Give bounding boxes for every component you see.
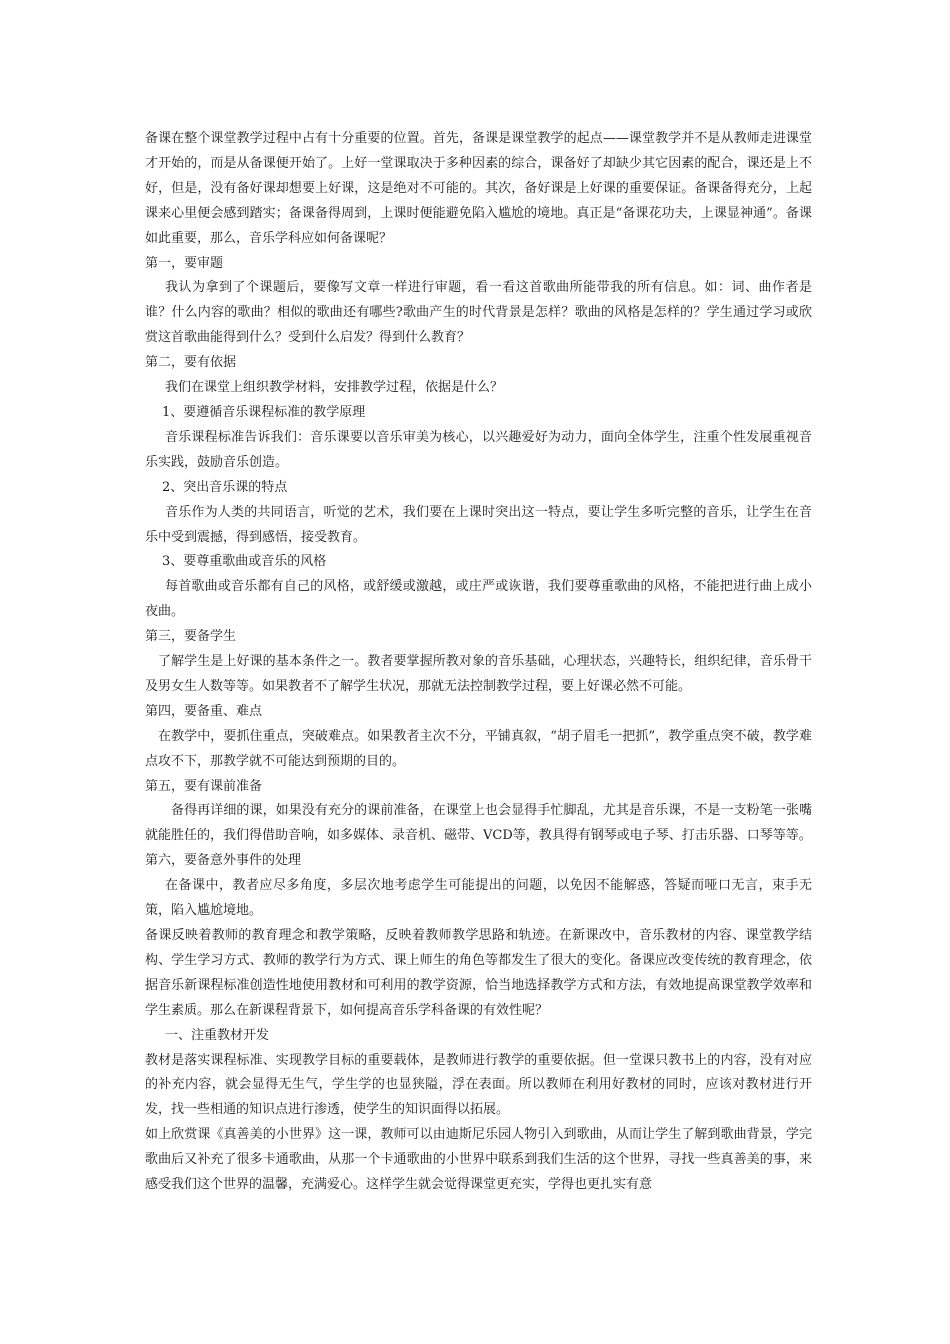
body-paragraph: 了解学生是上好课的基本条件之一。教者要掌握所教对象的音乐基础，心理状态，兴趣特长，组织纪律，音乐骨干及男女生人数等等。如果教者不了解学生状况，那就无法控制教学过程，要上好课必然不可能。 <box>145 654 812 694</box>
body-paragraph: 音乐课程标准告诉我们：音乐课要以音乐审美为核心，以兴趣爱好为动力，面向全体学生，注重个性发展重视音乐实践，鼓励音乐创造。 <box>145 429 812 470</box>
body-paragraph: 教材是落实课程标准、实现教学目标的重要载体，是教师进行教学的重要依据。但一堂课只教书上的内容，没有对应的补充内容，就会显得无生气，学生学的也显狭隘，浮在表面。所以教师在利用好教材的同时，应该对教材进行开发，找一些相通的知识点进行渗透，使学生的知识面得以拓展。 <box>145 1052 812 1118</box>
document-body <box>145 127 812 1198</box>
body-paragraph: 如上欣赏课《真善美的小世界》这一课，教师可以由迪斯尼乐园人物引入到歌曲，从而让学生了解到歌曲背景，学完歌曲后又补充了很多卡通歌曲，从那一个卡通歌曲的小世界中联系到我们生活的这个世界，寻找一些真善美的事，来感受我们这个世界的温馨，充满爱心。这样学生就会觉得课堂更充实，学得也更扎实有意 <box>145 1127 812 1193</box>
body-paragraph: 在备课中，教者应尽多角度，多层次地考虑学生可能提出的问题，以免因不能解惑，答疑而哑口无言，束手无策，陷入尴尬境地。 <box>145 878 812 919</box>
subheading-materials: 一、注重教材开发 <box>165 1027 270 1043</box>
subheading-3: 3、要尊重歌曲或音乐的风格 <box>162 554 327 570</box>
subheading-2: 2、突出音乐课的特点 <box>162 479 288 495</box>
section-heading-3: 第三，要备学生 <box>145 629 237 645</box>
body-paragraph: 我认为拿到了个课题后，要像写文章一样进行审题，看一看这首歌曲所能带我的所有信息。如：词、曲作者是谁？什么内容的歌曲？相似的歌曲还有哪些?歌曲产生的时代背景是怎样？歌曲的风格是怎样的？学生通过学习或欣赏这首歌曲能得到什么？受到什么启发？得到什么教育？ <box>145 280 812 346</box>
section-heading-4: 第四，要备重、难点 <box>145 703 263 719</box>
section-heading-2: 第二，要有依据 <box>145 355 237 371</box>
section-heading-1: 第一，要审题 <box>145 255 224 271</box>
intro-paragraph: 备课在整个课堂教学过程中占有十分重要的位置。首先，备课是课堂教学的起点——课堂教学并不是从教师走进课堂才开始的，而是从备课便开始了。上好一堂课取决于多种因素的综合，课备好了却缺少其它因素的配合，课还是上不好，但是，没有备好课却想要上好课，这是绝对不可能的。其次，备好课是上好课的重要保证。备课备得充分，上起课来心里便会感到踏实；备课备得周到，上课时便能避免陷入尴尬的境地。真正是“备课花功夫，上课显神通”。备课如此重要，那么，音乐学科应如何备课呢？ <box>145 131 812 246</box>
subheading-1: 1、要遵循音乐课程标准的教学原理 <box>162 404 366 420</box>
body-paragraph: 音乐作为人类的共同语言，听觉的艺术，我们要在上课时突出这一特点，要让学生多听完整的音乐，让学生在音乐中受到震撼，得到感悟，接受教育。 <box>145 504 812 545</box>
section-heading-6: 第六，要备意外事件的处理 <box>145 853 302 869</box>
body-paragraph: 在教学中，要抓住重点，突破难点。如果教者主次不分，平铺真叙，“胡子眉毛一把抓”，教学重点突不破，教学难点攻不下，那教学就不可能达到预期的目的。 <box>145 728 812 769</box>
section-heading-5: 第五，要有课前准备 <box>145 778 263 794</box>
body-paragraph: 备得再详细的课，如果没有充分的课前准备，在课堂上也会显得手忙脚乱，尤其是音乐课，不是一支粉笔一张嘴就能胜任的，我们得借助音响，如多媒体、录音机、磁带、VCD等，教具得有钢琴或电子琴、打击乐器、口琴等等。 <box>145 803 812 844</box>
body-paragraph: 每首歌曲或音乐都有自己的风格，或舒缓或激越，或庄严或诙谐，我们要尊重歌曲的风格，不能把进行曲上成小夜曲。 <box>145 579 812 620</box>
body-paragraph: 我们在课堂上组织教学材料，安排教学过程，依据是什么？ <box>165 380 504 396</box>
body-paragraph: 备课反映着教师的教育理念和教学策略，反映着教师教学思路和轨迹。在新课改中，音乐教材的内容、课堂教学结构、学生学习方式、教师的教学行为方式、课上师生的角色等都发生了很大的变化。备课应改变传统的教育理念，依据音乐新课程标准创造性地使用教材和可利用的教学资源，恰当地选择教学方式和方法，有效地提高课堂教学效率和学生素质。那么在新课程背景下，如何提高音乐学科备课的有效性呢？ <box>145 928 812 1018</box>
